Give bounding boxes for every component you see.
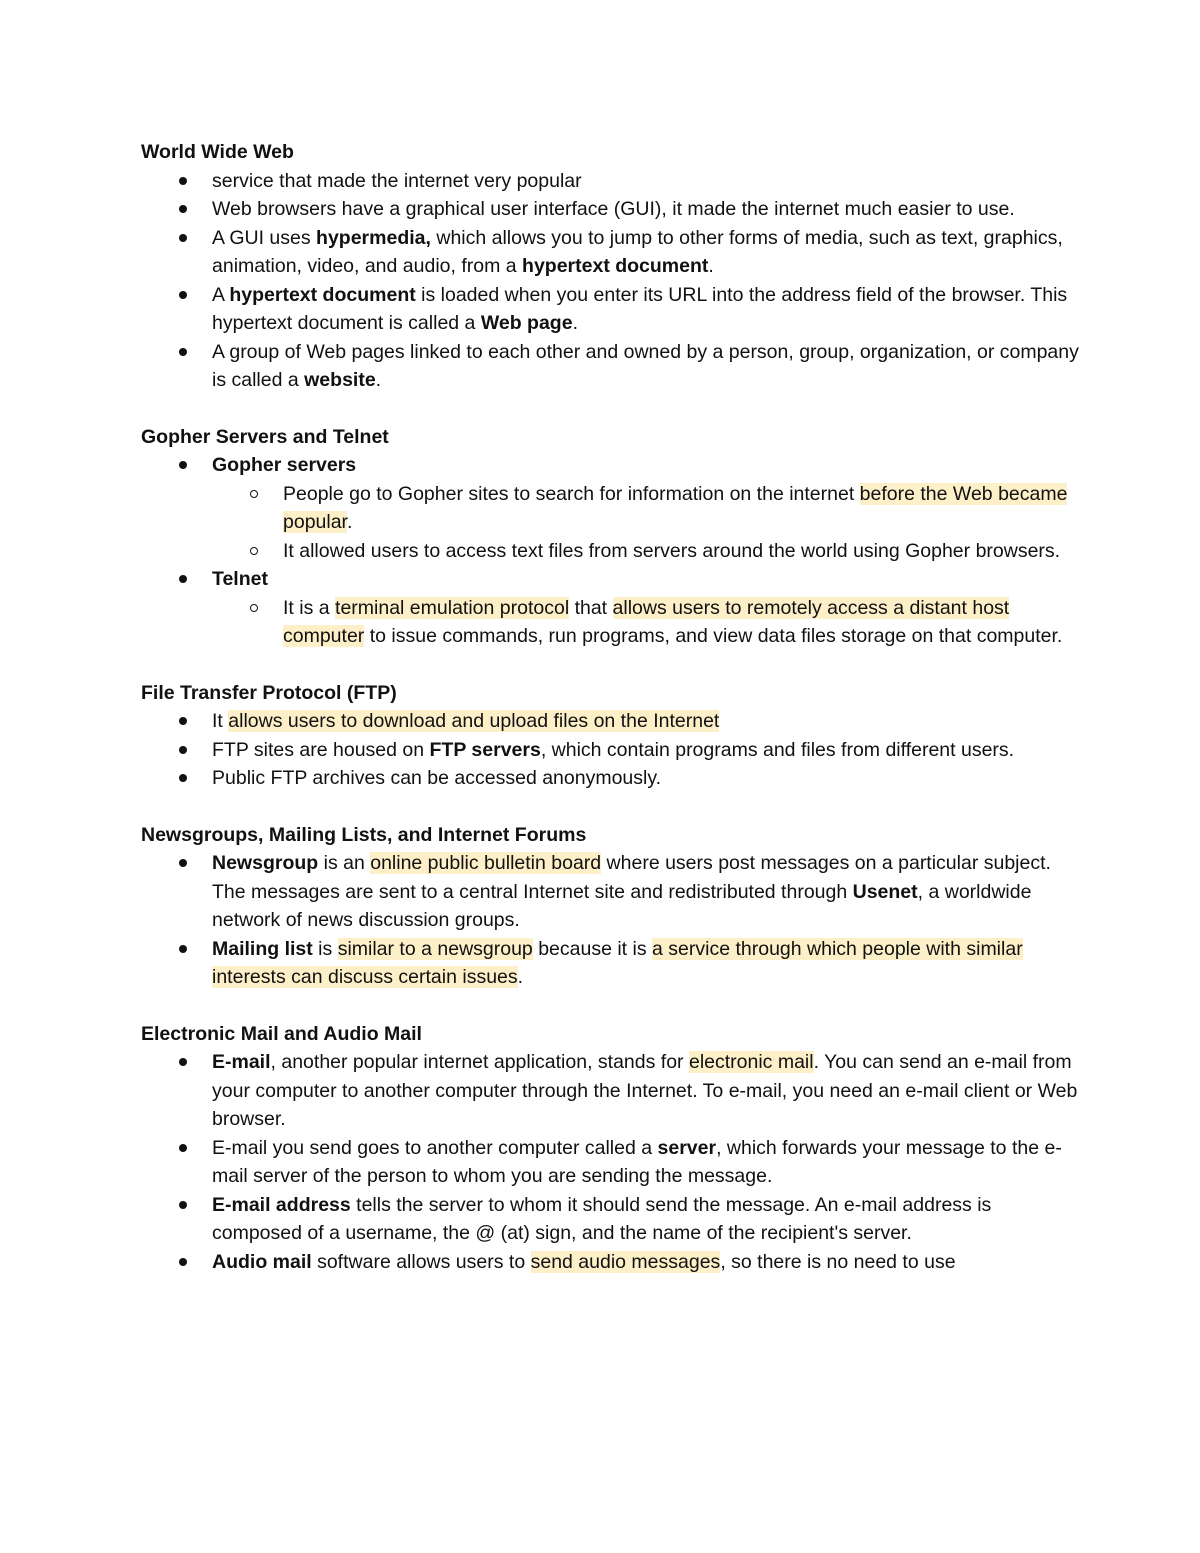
highlighted-text: allows users to download and upload files on the Internet xyxy=(228,710,720,732)
list-item xyxy=(141,565,1080,651)
section-heading: Newsgroups, Mailing Lists, and Internet Forums xyxy=(141,823,587,846)
highlighted-text: online public bulletin board xyxy=(370,852,602,874)
bold-term: Mailing list xyxy=(212,937,313,960)
section-ftp xyxy=(141,679,1080,793)
bold-term: Usenet xyxy=(852,880,918,903)
list-item: E-mail, another popular internet application, stands for electronic mail. You can send an e-mail from your computer to another computer through the Internet. To e-mail, you need an e-mail client or Web browser. xyxy=(141,1048,1080,1134)
highlighted-text: electronic mail xyxy=(688,1051,814,1073)
bold-term: website xyxy=(304,369,376,391)
list-item: A group of Web pages linked to each other and owned by a person, group, organization, or company is called a website. xyxy=(141,338,1080,395)
bold-term: E-mail address xyxy=(212,1193,351,1216)
bold-term: hypertext document xyxy=(229,283,416,306)
highlighted-text: before the Web became popular xyxy=(283,482,1068,533)
list-item: service that made the internet very popular xyxy=(141,167,1080,196)
bold-term: Web page xyxy=(480,312,573,334)
section-newsgroups xyxy=(141,821,1080,992)
list-item xyxy=(141,451,1080,565)
highlighted-text: similar to a newsgroup xyxy=(337,937,533,960)
list-item: It allows users to download and upload files on the Internet xyxy=(141,707,1080,736)
sub-list-item: It allowed users to access text files from servers around the world using Gopher browsers. xyxy=(141,537,1080,566)
bold-term: FTP servers xyxy=(429,738,541,761)
bold-term: Audio mail xyxy=(212,1250,312,1273)
highlighted-text: send audio messages xyxy=(530,1250,721,1273)
highlighted-text: terminal emulation protocol xyxy=(335,596,570,619)
bold-term: hypermedia, xyxy=(316,226,431,249)
bold-term: hypertext document xyxy=(522,255,709,277)
bold-term: Telnet xyxy=(212,568,268,590)
bullet-list xyxy=(141,451,1080,651)
sub-list xyxy=(212,594,1080,651)
sub-list xyxy=(212,480,1080,566)
list-item: Audio mail software allows users to send audio messages, so there is no need to use xyxy=(141,1248,1080,1277)
list-item: Mailing list is similar to a newsgroup because it is a service through which people with similar interests can discuss certain issues. xyxy=(141,935,1080,992)
highlighted-text: allows users to remotely access a distant host computer xyxy=(283,596,1010,647)
section-world-wide-web xyxy=(141,138,1080,395)
section-heading: Gopher Servers and Telnet xyxy=(141,425,389,448)
list-item: A hypertext document is loaded when you enter its URL into the address field of the browser. This hypertext document is called a Web page. xyxy=(141,281,1080,338)
sub-list-item: It is a terminal emulation protocol that allows users to remotely access a distant host computer to issue commands, run programs, and view data files storage on that computer. xyxy=(141,594,1080,651)
list-item: Web browsers have a graphical user interface (GUI), it made the internet much easier to use. xyxy=(141,195,1080,224)
list-item: FTP sites are housed on FTP servers, which contain programs and files from different users. xyxy=(141,736,1080,765)
bold-term: server xyxy=(657,1136,717,1159)
section-heading: Electronic Mail and Audio Mail xyxy=(141,1022,422,1045)
bullet-list xyxy=(141,1048,1080,1276)
list-item: E-mail address tells the server to whom it should send the message. An e-mail address is composed of a username, the @ (at) sign, and the name of the recipient's server. xyxy=(141,1191,1080,1248)
section-heading: File Transfer Protocol (FTP) xyxy=(141,681,397,704)
highlighted-text: a service through which people with similar interests can discuss certain issues xyxy=(212,937,1023,988)
bullet-list xyxy=(141,167,1080,395)
bold-term: Gopher servers xyxy=(212,454,357,476)
bold-term: Newsgroup xyxy=(212,852,319,874)
list-item: Public FTP archives can be accessed anonymously. xyxy=(141,764,1080,793)
bullet-list xyxy=(141,707,1080,793)
bold-term: E-mail xyxy=(212,1051,271,1073)
section-gopher-telnet xyxy=(141,423,1080,651)
bullet-list xyxy=(141,849,1080,992)
sub-list-item: People go to Gopher sites to search for information on the internet before the Web became popular. xyxy=(141,480,1080,537)
section-heading: World Wide Web xyxy=(141,141,294,163)
list-item: Newsgroup is an online public bulletin board where users post messages on a particular subject. The messages are sent to a central Internet site and redistributed through Usenet, a worldwide network of news discussion groups. xyxy=(141,849,1080,935)
list-item: E-mail you send goes to another computer called a server, which forwards your message to the e-mail server of the person to whom you are sending the message. xyxy=(141,1134,1080,1191)
section-email xyxy=(141,1020,1080,1277)
list-item: A GUI uses hypermedia, which allows you to jump to other forms of media, such as text, graphics, animation, video, and audio, from a hypertext document. xyxy=(141,224,1080,281)
